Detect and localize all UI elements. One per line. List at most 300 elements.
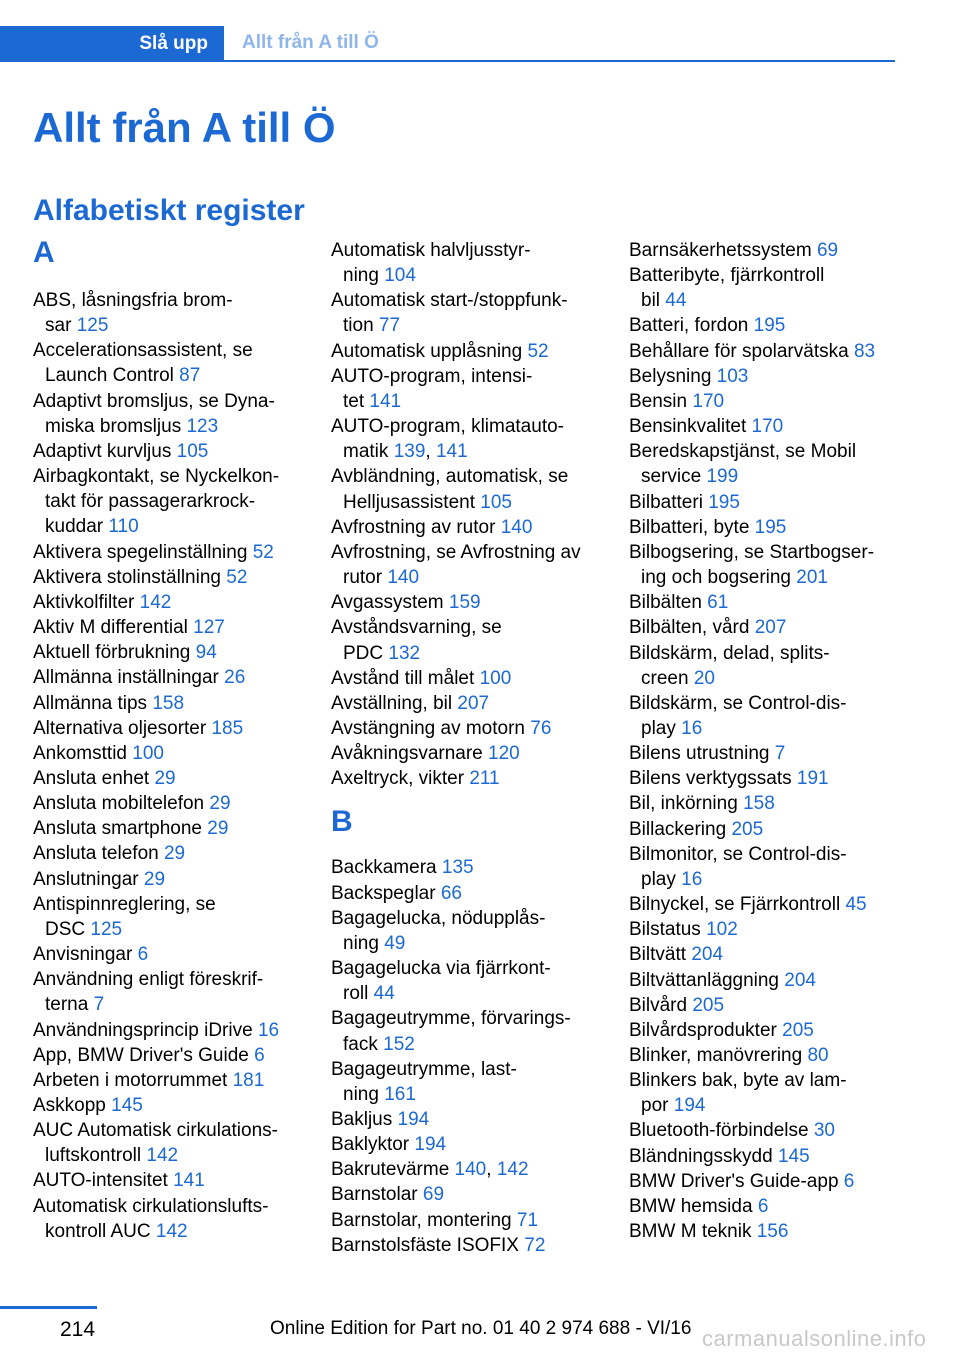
page-link[interactable]: 207 [457, 692, 490, 714]
index-entry [331, 364, 603, 414]
index-entry [331, 464, 603, 514]
entry-text: Automatisk upplåsning [331, 340, 528, 362]
index-entry [33, 439, 305, 464]
entry-text: fack [343, 1033, 384, 1055]
page-link[interactable]: 16 [257, 1019, 280, 1041]
entry-text: ing och bogsering [641, 567, 797, 589]
index-entry [331, 540, 603, 590]
index-entry [629, 917, 909, 942]
entry-text: Helljusassistent [343, 491, 481, 513]
entry-text: Bländningsskydd [629, 1145, 778, 1167]
section-title: Alfabetiskt register [33, 194, 305, 227]
page-link[interactable]: 142 [155, 1220, 188, 1242]
entry-text: Bilbälten [629, 592, 708, 614]
entry-text: roll [343, 983, 374, 1005]
entry-text: luftskontroll [45, 1145, 147, 1167]
entry-text: Aktivera spegelinställning [33, 541, 253, 563]
index-entry [331, 288, 603, 338]
page-link[interactable]: 201 [796, 567, 828, 589]
index-entry [629, 339, 909, 364]
entry-text: Bildskärm, delad, splits- [629, 642, 830, 664]
index-entry [629, 993, 909, 1018]
page-link[interactable]: 52 [527, 340, 549, 362]
page-link[interactable]: 94 [195, 642, 217, 664]
page-link[interactable]: 211 [469, 768, 500, 790]
page-link[interactable]: 103 [716, 365, 749, 387]
page-link[interactable]: 30 [813, 1120, 835, 1142]
index-entry [629, 691, 909, 741]
page-link[interactable]: 69 [422, 1184, 445, 1206]
page-link[interactable]: 135 [441, 857, 474, 879]
index-entry [629, 968, 909, 993]
page-link[interactable]: 199 [706, 466, 739, 488]
page-link[interactable]: 194 [397, 1109, 430, 1130]
index-entry [629, 439, 909, 489]
entry-text: matik [343, 441, 394, 463]
entry-text: Användningsprincip iDrive [33, 1019, 258, 1041]
index-entry [629, 817, 909, 842]
index-entry [629, 1144, 909, 1169]
header-tabs [0, 26, 895, 62]
page-link[interactable]: 194 [673, 1095, 706, 1117]
entry-text: Bilstatus [629, 919, 707, 941]
entry-text: Accelerationsassistent, se [33, 340, 253, 362]
entry-text: Allmänna inställningar [33, 667, 225, 689]
page-link[interactable]: 76 [530, 717, 552, 739]
entry-text: terna [45, 994, 94, 1016]
entry-text: Avbländning, automatisk, se [331, 466, 569, 488]
page-link[interactable]: 71 [516, 1209, 539, 1231]
entry-text: Backspeglar [331, 882, 441, 904]
entry-text: Ankomsttid [33, 742, 133, 764]
page-link[interactable]: 125 [90, 918, 123, 940]
page-link[interactable]: 66 [440, 882, 462, 904]
index-entry [33, 691, 305, 716]
entry-text: Bagagelucka via fjärrkont- [331, 958, 551, 980]
entry-text: Behållare för spolarvätska [629, 340, 854, 362]
entry-text: Biltvätt [629, 944, 692, 966]
index-entry [33, 389, 305, 439]
index-entry [629, 942, 909, 967]
page-link[interactable]: 104 [384, 265, 416, 287]
entry-text: Aktiv M differential [33, 617, 194, 639]
index-entry [33, 1018, 305, 1043]
entry-text: BMW M teknik [629, 1221, 757, 1243]
page-link[interactable]: 120 [488, 743, 520, 765]
index-entry [33, 716, 305, 741]
entry-text: tet [343, 390, 370, 412]
entry-text: Avståndsvarning, se [331, 617, 502, 639]
index-entry [33, 766, 305, 791]
index-entry [331, 1233, 603, 1258]
index-entry [629, 766, 909, 791]
page-link[interactable]: 29 [163, 843, 186, 865]
page-link[interactable]: 132 [388, 642, 421, 664]
index-entry [331, 238, 603, 288]
page-link[interactable]: 207 [754, 617, 787, 639]
entry-text: Airbagkontakt, se Nyckelkon- [33, 466, 280, 488]
entry-text: Bakrutevärme [331, 1159, 455, 1181]
entry-text: bil [641, 290, 666, 312]
entry-text: Blinkers bak, byte av lam- [629, 1070, 847, 1092]
entry-text: Adaptivt kurvljus [33, 440, 177, 462]
entry-text: Anvisningar [33, 944, 138, 966]
entry-text: BMW Driver's Guide-app [629, 1170, 844, 1192]
entry-text: Blinker, manövrering [629, 1045, 808, 1066]
page-link[interactable]: 20 [693, 667, 715, 689]
page-link[interactable]: 29 [209, 793, 231, 815]
entry-text: Bagageutrymme, last- [331, 1058, 517, 1080]
page-link[interactable]: 29 [143, 868, 166, 890]
index-entry [33, 665, 305, 690]
entry-text: Ansluta telefon [33, 843, 164, 865]
index-letter-b: B [331, 805, 353, 839]
index-entry [629, 741, 909, 766]
index-entry [629, 1194, 909, 1219]
entry-text: Avåkningsvarnare [331, 743, 489, 765]
index-entry [331, 615, 603, 665]
entry-text: Launch Control [45, 365, 180, 387]
entry-text: App, BMW Driver's Guide [33, 1044, 255, 1066]
page-link[interactable]: 44 [373, 983, 395, 1005]
entry-text: Bensinkvalitet [629, 416, 752, 438]
index-entry [629, 490, 909, 515]
page-link[interactable]: 205 [782, 1019, 814, 1041]
index-entry [331, 766, 603, 791]
entry-text: Billackering [629, 818, 732, 840]
index-column-1 [33, 238, 305, 1244]
index-entry [629, 364, 909, 389]
entry-text: Bilens verktygssats [629, 768, 797, 790]
page-link[interactable]: 87 [179, 365, 201, 387]
page-link[interactable]: 195 [754, 516, 787, 538]
page-link[interactable]: 139 [393, 441, 426, 463]
page-link[interactable]: 72 [524, 1234, 546, 1256]
entry-text: Bilvård [629, 994, 693, 1016]
index-entry [331, 691, 603, 716]
index-entry [33, 615, 305, 640]
entry-text: AUTO-program, intensi- [331, 365, 533, 387]
index-entry [331, 590, 603, 615]
index-entry [629, 540, 909, 590]
entry-text: Avgassystem [331, 592, 449, 614]
page-link[interactable]: 16 [681, 868, 703, 890]
index-entry: AUTO-program, klimatauto- matik 139, 141 [331, 416, 564, 463]
page-link[interactable]: 140 [387, 567, 420, 589]
entry-text: miska bromsljus [45, 415, 187, 437]
entry-text: Barnstolar [331, 1184, 423, 1206]
index-entry [33, 1068, 305, 1093]
entry-text: Bil, inkörning [629, 793, 744, 815]
entry-text: Aktuell förbrukning [33, 642, 196, 664]
index-entry [331, 881, 603, 906]
index-entry [331, 741, 603, 766]
page-link[interactable]: 44 [665, 290, 687, 312]
index-entry [331, 1107, 603, 1132]
page-link[interactable]: 105 [480, 491, 512, 513]
page-link[interactable]: 6 [254, 1044, 265, 1066]
entry-text: Ansluta enhet [33, 767, 155, 789]
page-link[interactable]: 204 [784, 969, 816, 991]
index-entry [331, 906, 603, 956]
entry-text: BMW hemsida [629, 1195, 758, 1217]
page-link[interactable]: 49 [384, 932, 406, 954]
index-entry [33, 867, 305, 892]
entry-text: Bensin [629, 390, 693, 412]
entry-text: Automatisk halvljusstyr- [331, 240, 531, 261]
index-entry [33, 1168, 305, 1193]
index-entry [629, 238, 909, 263]
page-link[interactable]: 16 [681, 717, 703, 739]
page-link[interactable]: 52 [252, 541, 274, 563]
page-link[interactable]: 142 [496, 1159, 529, 1181]
entry-text: Ansluta smartphone [33, 818, 208, 840]
entry-text: PDC [343, 642, 389, 664]
entry-text: sar [45, 315, 77, 337]
page-link[interactable]: 145 [777, 1145, 810, 1167]
page-link[interactable]: 161 [384, 1083, 416, 1105]
page-link[interactable]: 80 [807, 1045, 829, 1066]
entry-text: Anslutningar [33, 868, 144, 890]
tab-sla-upp[interactable]: Slå upp [0, 26, 224, 62]
entry-text: Bilbatteri [629, 491, 709, 513]
index-entry [33, 892, 305, 942]
entry-text: tion [343, 315, 379, 337]
page-link[interactable]: 6 [757, 1195, 769, 1217]
entry-text: AUTO-program, klimatauto- [331, 416, 564, 438]
entry-text: Användning enligt föreskrif- [33, 969, 264, 991]
page-link[interactable]: 7 [774, 743, 786, 765]
index-entry: Bakrutevärme 140, 142 [331, 1159, 529, 1181]
entry-text: Axeltryck, vikter [331, 768, 470, 790]
entry-text: Belysning [629, 365, 717, 387]
entry-text: Barnsäkerhetssystem [629, 240, 817, 261]
entry-text: Beredskapstjänst, se Mobil [629, 441, 857, 463]
entry-text: Bilvårdsprodukter [629, 1019, 783, 1041]
entry-text: Aktivkolfilter [33, 591, 140, 613]
page-link[interactable]: 6 [137, 944, 149, 966]
page-link[interactable]: 83 [853, 340, 876, 362]
page-link[interactable]: 26 [224, 667, 246, 689]
page-link[interactable]: 156 [756, 1221, 789, 1243]
index-entry [331, 1006, 603, 1056]
index-entry [33, 841, 305, 866]
index-entry [331, 1208, 603, 1233]
entry-text: creen [641, 667, 694, 689]
index-entry [33, 540, 305, 565]
entry-text: Bilmonitor, se Control-dis- [629, 843, 847, 865]
entry-text: Avstånd till målet [331, 667, 480, 689]
page-link[interactable]: 141 [435, 441, 468, 463]
page-link[interactable]: 140 [454, 1159, 487, 1181]
index-entry [629, 313, 909, 338]
page-link[interactable]: 181 [232, 1069, 265, 1091]
index-entry [331, 716, 603, 741]
entry-text: Automatisk cirkulationslufts- [33, 1195, 269, 1217]
page-link[interactable]: 142 [146, 1145, 179, 1167]
index-entry [33, 967, 305, 1017]
entry-text: Bilbogsering, se Startbogser- [629, 541, 875, 563]
index-entry [331, 1132, 603, 1157]
index-entry [33, 1194, 305, 1244]
entry-text: Batteribyte, fjärrkontroll [629, 265, 825, 287]
index-entry [33, 816, 305, 841]
page-link[interactable]: 105 [176, 440, 209, 462]
page-link[interactable]: 102 [706, 919, 738, 941]
page-link[interactable]: 205 [731, 818, 764, 840]
page-link[interactable]: 127 [193, 617, 225, 639]
page-link[interactable]: 195 [753, 315, 786, 337]
entry-text: Bagageutrymme, förvarings- [331, 1008, 571, 1030]
index-entry [331, 956, 603, 1006]
edition-note: Online Edition for Part no. 01 40 2 974 688 - VI/16 [270, 1318, 692, 1339]
index-entry [33, 1118, 305, 1168]
entry-text: ning [343, 932, 385, 954]
header-rule [224, 60, 895, 62]
index-entry [629, 842, 909, 892]
index-entry [629, 515, 909, 540]
page-link[interactable]: 123 [186, 415, 219, 437]
index-entry [33, 942, 305, 967]
entry-text: Bakljus [331, 1109, 398, 1130]
index-entry [331, 515, 603, 540]
page-link[interactable]: 191 [796, 768, 829, 790]
index-entry [629, 1219, 909, 1244]
footer-rule [0, 1306, 97, 1309]
index-entry [629, 641, 909, 691]
index-entry [629, 892, 909, 917]
entry-text: Ansluta mobiltelefon [33, 793, 210, 815]
index-letter-a: A [33, 236, 55, 269]
index-entry [629, 615, 909, 640]
page-link[interactable]: 7 [93, 994, 105, 1016]
page-link[interactable]: 77 [378, 315, 401, 337]
page-link[interactable]: 140 [500, 516, 533, 538]
page-link[interactable]: 125 [76, 315, 109, 337]
page-link[interactable]: 204 [691, 944, 724, 966]
entry-text: service [641, 466, 707, 488]
page-link[interactable]: 141 [369, 390, 402, 412]
page-link[interactable]: 52 [226, 566, 248, 588]
entry-text: takt för passagerarkrock- [45, 491, 256, 513]
entry-text: Batteri, fordon [629, 315, 754, 337]
page-link[interactable]: 158 [743, 793, 775, 815]
page-link[interactable]: 205 [692, 994, 725, 1016]
entry-text: AUTO-intensitet [33, 1170, 174, 1192]
index-entry [629, 1118, 909, 1143]
entry-text: Bagagelucka, nödupplås- [331, 907, 546, 929]
index-entry [33, 590, 305, 615]
entry-text: play [641, 717, 682, 739]
entry-text: kontroll AUC [45, 1220, 156, 1242]
index-entry [33, 1043, 305, 1068]
page-link[interactable]: 69 [816, 240, 839, 261]
page-link[interactable]: 159 [448, 592, 481, 614]
index-entry [629, 1068, 909, 1118]
page-title: Allt från A till Ö [33, 104, 336, 151]
entry-text: kuddar [45, 516, 109, 538]
page-link[interactable]: 170 [692, 390, 725, 412]
index-entry [629, 1169, 909, 1194]
index-entry [629, 414, 909, 439]
entry-text: Barnstolsfäste ISOFIX [331, 1234, 525, 1256]
entry-text: Allmänna tips [33, 692, 153, 714]
page-link[interactable]: 61 [707, 592, 729, 614]
entry-text: ning [343, 265, 385, 287]
page-number: 214 [60, 1318, 96, 1341]
index-entry [33, 565, 305, 590]
entry-text: ning [343, 1083, 385, 1105]
entry-text: Barnstolar, montering [331, 1209, 517, 1231]
index-entry [33, 791, 305, 816]
entry-text: Bilnyckel, se Fjärrkontroll [629, 894, 846, 916]
index-column-2 [331, 238, 603, 1258]
index-entry [629, 389, 909, 414]
page-link[interactable]: 152 [383, 1033, 415, 1055]
page-link[interactable]: 110 [108, 516, 139, 538]
page-link[interactable]: 100 [479, 667, 512, 689]
entry-text: rutor [343, 567, 388, 589]
index-entry [331, 855, 603, 880]
entry-text: Arbeten i motorrummet [33, 1069, 233, 1091]
page-link[interactable]: 29 [207, 818, 229, 840]
index-column-3 [629, 238, 909, 1244]
index-entry [33, 338, 305, 388]
entry-text: por [641, 1095, 674, 1117]
entry-text: Avstängning av motorn [331, 717, 531, 739]
page-link[interactable]: 100 [132, 742, 164, 764]
page-link[interactable]: 195 [708, 491, 740, 513]
index-entry [629, 1018, 909, 1043]
index-entry [629, 590, 909, 615]
page-link[interactable]: 194 [414, 1134, 447, 1156]
index-entry [33, 1093, 305, 1118]
entry-text: AUC Automatisk cirkulations- [33, 1120, 278, 1142]
page-link[interactable]: 185 [211, 717, 244, 739]
entry-text: Bilbälten, vård [629, 617, 755, 639]
index-entry [331, 666, 603, 691]
page-link[interactable]: 170 [751, 416, 784, 438]
entry-text: Bildskärm, se Control-dis- [629, 692, 847, 714]
entry-text: Bilbatteri, byte [629, 516, 755, 538]
index-entry [33, 741, 305, 766]
entry-text: Alternativa oljesorter [33, 717, 212, 739]
entry-text: Adaptivt bromsljus, se Dyna- [33, 390, 275, 412]
entry-text: Automatisk start-/stoppfunk- [331, 290, 568, 312]
entry-text: Backkamera [331, 857, 442, 879]
page-link[interactable]: 29 [154, 767, 176, 789]
index-entry [331, 1182, 603, 1207]
page-link[interactable]: 142 [139, 591, 172, 613]
index-entry [33, 288, 305, 338]
entry-text: play [641, 868, 682, 890]
entry-text: Avställning, bil [331, 692, 458, 714]
page-link[interactable]: 158 [152, 692, 185, 714]
page-link[interactable]: 6 [843, 1170, 855, 1192]
entry-text: ABS, låsningsfria brom- [33, 290, 233, 311]
page-link[interactable]: 141 [173, 1170, 205, 1192]
index-entry [33, 464, 305, 539]
page-link[interactable]: 45 [845, 894, 867, 916]
page-link[interactable]: 145 [111, 1095, 143, 1116]
tab-allt-fran-a-till-o[interactable]: Allt från A till Ö [242, 32, 379, 53]
index-entry [629, 1043, 909, 1068]
index-entry [33, 640, 305, 665]
entry-text: Askkopp [33, 1095, 112, 1116]
watermark: carmanualsonline.info [702, 1326, 927, 1351]
index-entry [331, 339, 603, 364]
entry-text: Antispinnreglering, se [33, 893, 216, 915]
